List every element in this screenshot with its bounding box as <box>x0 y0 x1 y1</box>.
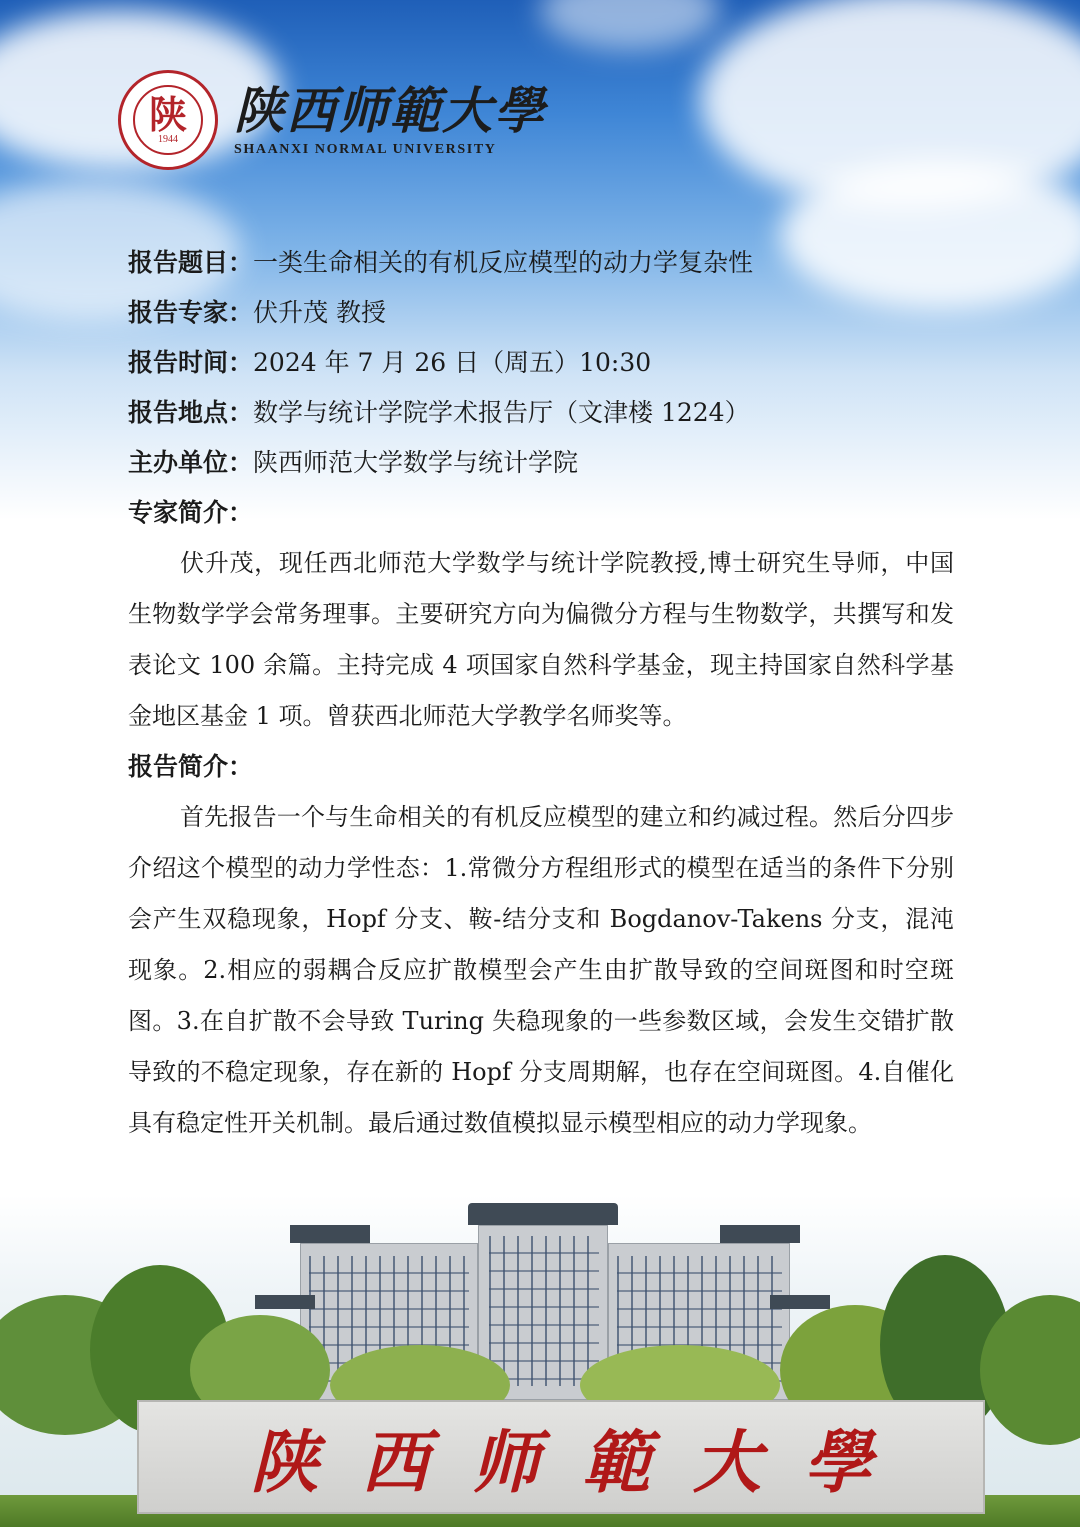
building-roof <box>720 1225 800 1243</box>
time-label: 报告时间： <box>128 348 254 377</box>
title-label: 报告题目： <box>128 248 254 277</box>
speaker-value: 伏升茂 教授 <box>253 298 386 327</box>
building-roof <box>468 1203 618 1225</box>
place-value: 数学与统计学院学术报告厅（文津楼 1224） <box>253 398 750 427</box>
building-roof <box>770 1295 830 1309</box>
cloud <box>540 0 720 50</box>
title-row <box>128 238 954 288</box>
time-value: 2024 年 7 月 26 日（周五）10:30 <box>253 348 652 377</box>
name-stone <box>137 1400 985 1514</box>
university-logo <box>118 70 546 170</box>
host-label: 主办单位： <box>128 448 254 477</box>
university-seal <box>118 70 218 170</box>
place-row <box>128 388 954 438</box>
stone-character: 學 <box>803 1422 872 1503</box>
building-roof <box>255 1295 315 1309</box>
title-value: 一类生命相关的有机反应模型的动力学复杂性 <box>253 248 754 277</box>
building-windows <box>489 1236 599 1386</box>
abstract-heading: 报告简介： <box>128 752 254 781</box>
speaker-label: 报告专家： <box>128 298 254 327</box>
seal-character: 陕 <box>148 92 187 137</box>
university-wordmark <box>234 82 546 158</box>
bio-heading: 专家简介： <box>128 498 254 527</box>
stone-character: 西 <box>360 1422 429 1503</box>
place-label: 报告地点： <box>128 398 254 427</box>
stone-character: 範 <box>582 1422 651 1503</box>
host-row <box>128 438 954 488</box>
bio-text: 伏升茂，现任西北师范大学数学与统计学院教授,博士研究生导师，中国生物数学学会常务理事。主要研究方向为偏微分方程与生物数学，共撰写和发表论文 100 余篇。主持完成 4 项国家自然科学基金，现主持国家自然科学基金地区基金 1 项。曾获西北师范大学教学名师奖等。 <box>128 549 954 730</box>
university-name-en: SHAANXI NORMAL UNIVERSITY <box>234 142 497 157</box>
university-name-cn: 陕西师範大學 <box>234 81 546 140</box>
stone-character: 师 <box>471 1422 540 1503</box>
host-value: 陕西师范大学数学与统计学院 <box>253 448 579 477</box>
building-roof <box>290 1225 370 1243</box>
stone-character: 大 <box>692 1422 761 1503</box>
abstract-text: 首先报告一个与生命相关的有机反应模型的建立和约减过程。然后分四步介绍这个模型的动力学性态：1.常微分方程组形式的模型在适当的条件下分别会产生双稳现象，Hopf 分支、鞍-结分支和 Bogdanov-Takens 分支，混沌现象。2.相应的弱耦合反应扩散模型会产生由扩散导致的空间斑图和时空斑图。3.在自扩散不会导致 Turing 失稳现象的一些参数区域，会发生交错扩散导致的不稳定现象，存在新的 Hopf 分支周期解，也存在空间斑图。4.自催化具有稳定性开关机制。最后通过数值模拟显示模型相应的动力学现象。 <box>128 803 954 1137</box>
announcement-content <box>128 238 954 1149</box>
seal-year: 1944 <box>158 134 178 145</box>
seal-inner-ring <box>133 85 203 155</box>
campus-photo <box>0 1195 1080 1527</box>
speaker-row <box>128 288 954 338</box>
time-row <box>128 338 954 388</box>
stone-character: 陕 <box>250 1422 319 1503</box>
